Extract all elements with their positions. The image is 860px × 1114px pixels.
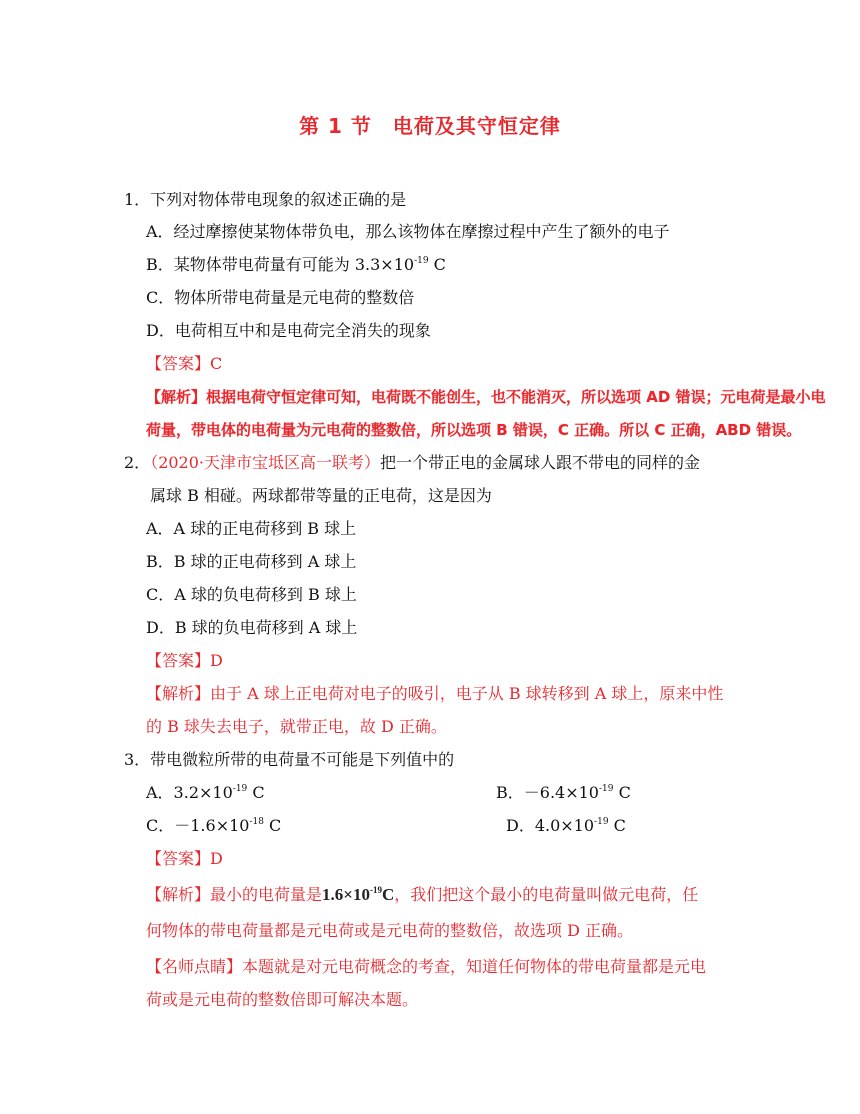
formula-exponent: -19: [369, 885, 382, 895]
q2-option-d: D．B 球的负电荷移到 A 球上: [146, 618, 358, 637]
q2-number: 2．: [124, 453, 151, 472]
q1-option-b-unit: C: [428, 255, 446, 274]
q1-option-b-text: B．某物体带电荷量有可能为 3.3×10: [146, 255, 415, 274]
q3-option-a-text: A．3.2×10: [146, 783, 233, 802]
q1-option-b-exponent: -19: [414, 256, 429, 266]
q2-option-b: B．B 球的正电荷移到 A 球上: [146, 552, 357, 571]
q2-stem-line2: 属球 B 相碰。两球都带等量的正电荷，这是因为: [150, 486, 492, 505]
q3-option-d-unit: C: [608, 816, 626, 835]
q2-stem-text: 把一个带正电的金属球人跟不带电的同样的金: [380, 453, 701, 472]
q3-option-c-exponent: -18: [249, 817, 264, 827]
q3-option-c: [146, 816, 281, 836]
q1-option-b: [146, 255, 446, 275]
elementary-charge-formula: [322, 885, 394, 904]
q3-option-c-unit: C: [263, 816, 282, 835]
q3-stem: 3．带电微粒所带的电荷量不可能是下列值中的: [124, 750, 455, 769]
q1-answer: 【答案】C: [146, 354, 223, 373]
q1-option-c: C．物体所带电荷量是元电荷的整数倍: [146, 288, 415, 307]
q3-tip-line2: 荷或是元电荷的整数倍即可解决本题。: [146, 990, 419, 1009]
q3-option-c-text: C．－1.6×10: [146, 816, 250, 835]
q3-option-b-exponent: -19: [598, 784, 614, 794]
q3-analysis-line1: [146, 885, 698, 905]
q3-option-d-exponent: -19: [594, 817, 609, 827]
q3-analysis-line2: 何物体的带电荷量都是元电荷或是元电荷的整数倍，故选项 D 正确。: [146, 921, 634, 940]
q3-option-b-unit: C: [613, 783, 631, 802]
q2-stem-line1: [124, 453, 700, 473]
q3-option-b: [496, 783, 631, 803]
q2-option-a: A．A 球的正电荷移到 B 球上: [146, 519, 357, 538]
q3-analysis-lead: 【解析】最小的电荷量是: [146, 885, 323, 904]
section-title: 第 1 节 电荷及其守恒定律: [299, 114, 561, 138]
q2-answer: 【答案】D: [146, 651, 223, 670]
q1-option-d: D．电荷相互中和是电荷完全消失的现象: [146, 321, 431, 340]
q2-source: （2020·天津市宝坻区高一联考）: [150, 453, 380, 472]
q1-option-a: A．经过摩擦使某物体带负电，那么该物体在摩擦过程中产生了额外的电子: [146, 222, 670, 241]
q3-option-a: [146, 783, 265, 803]
formula-unit: C: [381, 885, 395, 904]
q3-analysis-rest: ，我们把这个最小的电荷量叫做元电荷，任: [394, 885, 699, 904]
q1-analysis-line1: 【解析】根据电荷守恒定律可知，电荷既不能创生，也不能消灭，所以选项 AD 错误；元电荷是最小电: [146, 388, 826, 406]
q3-option-a-exponent: -19: [232, 784, 248, 794]
q3-option-d: [506, 816, 626, 836]
q3-answer: 【答案】D: [146, 849, 223, 868]
q3-option-b-text: B．－6.4×10: [496, 783, 599, 802]
q2-analysis-line1: 【解析】由于 A 球上正电荷对电子的吸引，电子从 B 球转移到 A 球上，原来中性: [146, 684, 724, 703]
formula-base: 1.6×10: [322, 885, 370, 904]
q3-option-d-text: D．4.0×10: [506, 816, 595, 835]
q3-tip-line1: 【名师点睛】本题就是对元电荷概念的考查，知道任何物体的带电荷量都是元电: [146, 957, 707, 976]
q1-stem: 1．下列对物体带电现象的叙述正确的是: [124, 190, 407, 209]
q2-analysis-line2: 的 B 球失去电子，就带正电，故 D 正确。: [146, 717, 447, 736]
q3-option-a-unit: C: [247, 783, 265, 802]
q1-analysis-line2: 荷量，带电体的电荷量为元电荷的整数倍，所以选项 B 错误，C 正确。所以 C 正确，ABD 错误。: [146, 421, 802, 439]
q2-option-c: C．A 球的负电荷移到 B 球上: [146, 585, 357, 604]
